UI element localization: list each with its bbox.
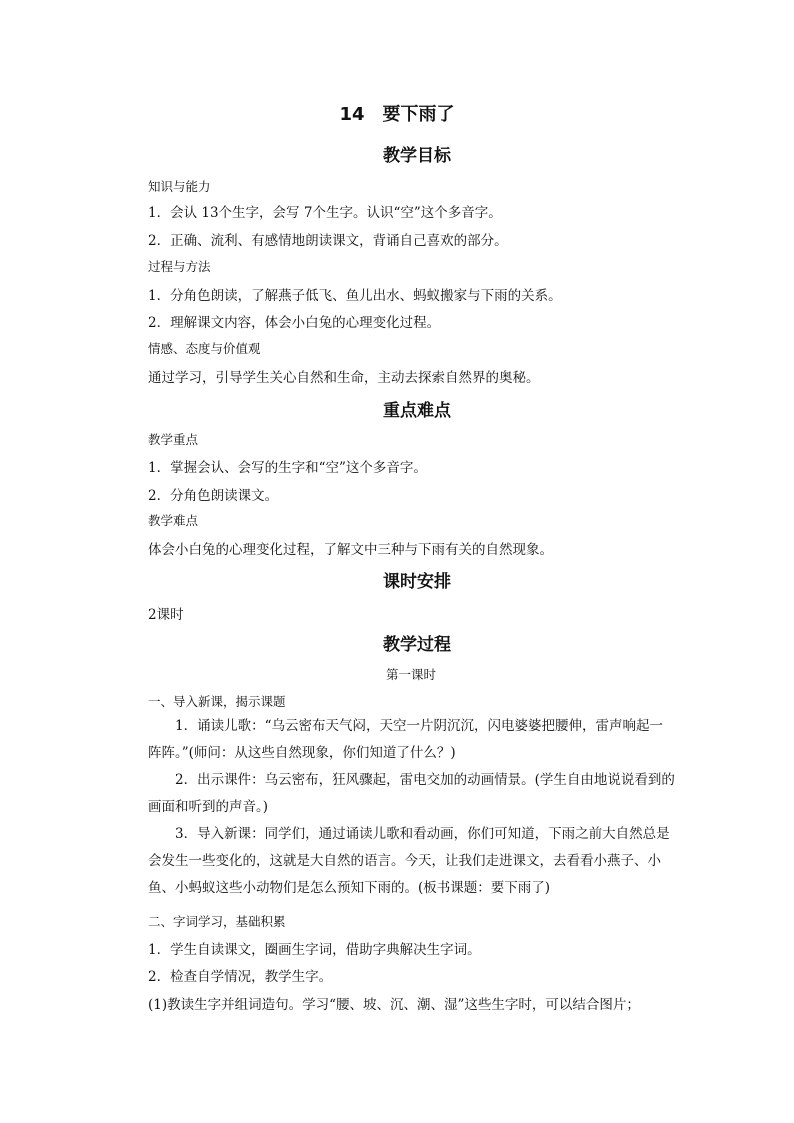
subheading-part2: 二、字词学习，基础积累 — [148, 914, 286, 929]
text-line: 2．正确、流利、有感情地朗读课文，背诵自己喜欢的部分。 — [148, 233, 508, 249]
subheading-values: 情感、态度与价值观 — [148, 341, 261, 356]
text-line: 通过学习，引导学生关心自然和生命，主动去探索自然界的奥秘。 — [148, 370, 540, 386]
subheading-process: 过程与方法 — [148, 259, 211, 274]
lesson-label: 第一课时 — [385, 667, 436, 682]
paragraph: 1．诵读儿歌：“乌云密布天气闷，天空一片阴沉沉，闪电婆婆把腰伸，雷声响起一阵阵。”(师问：从这些自然现象，你们知道了什么？) — [148, 718, 663, 761]
section-heading-schedule: 课时安排 — [383, 572, 451, 592]
text-line: 2．分角色朗读课文。 — [148, 488, 279, 504]
subheading-knowledge: 知识与能力 — [148, 179, 211, 194]
text-line: 1．掌握会认、会写的生字和“空”这个多音字。 — [148, 460, 427, 476]
text-line: 2．检查自学情况，教学生字。 — [148, 969, 333, 985]
section-heading-goals: 教学目标 — [383, 146, 451, 166]
text-line: 体会小白兔的心理变化过程，了解文中三种与下雨有关的自然现象。 — [148, 542, 553, 558]
lesson-title: 14 要下雨了 — [339, 104, 455, 125]
schedule-text: 2课时 — [148, 607, 184, 623]
section-heading-process: 教学过程 — [383, 635, 451, 655]
paragraph: 3．导入新课：同学们，通过诵读儿歌和看动画，你们可知道，下雨之前大自然总是会发生一些变化的，这就是大自然的语言。今天，让我们走进课文，去看看小燕子、小鱼、小蚂蚁这些小动物们是怎么预知下雨的。(板书课题：要下雨了) — [148, 826, 670, 896]
subheading-difficulty: 教学难点 — [148, 513, 199, 528]
subheading-part1: 一、导入新课，揭示课题 — [148, 694, 286, 709]
subheading-focus: 教学重点 — [148, 432, 199, 447]
text-line: 1．分角色朗读，了解燕子低飞、鱼儿出水、蚂蚁搬家与下雨的关系。 — [148, 288, 562, 304]
text-line: 2．理解课文内容，体会小白兔的心理变化过程。 — [148, 315, 441, 331]
text-line: 1．会认 13个生字，会写 7个生字。认识“空”这个多音字。 — [148, 205, 502, 221]
paragraph: 2．出示课件：乌云密布，狂风骤起，雷电交加的动画情景。(学生自由地说说看到的画面和听到的声音。) — [148, 772, 675, 815]
section-heading-key-points: 重点难点 — [383, 401, 451, 421]
text-line: (1)教读生字并组词造句。学习“腰、坡、沉、潮、湿”这些生字时，可以结合图片； — [148, 997, 640, 1013]
text-line: 1．学生自读课文，圈画生字词，借助字典解决生字词。 — [148, 942, 481, 958]
